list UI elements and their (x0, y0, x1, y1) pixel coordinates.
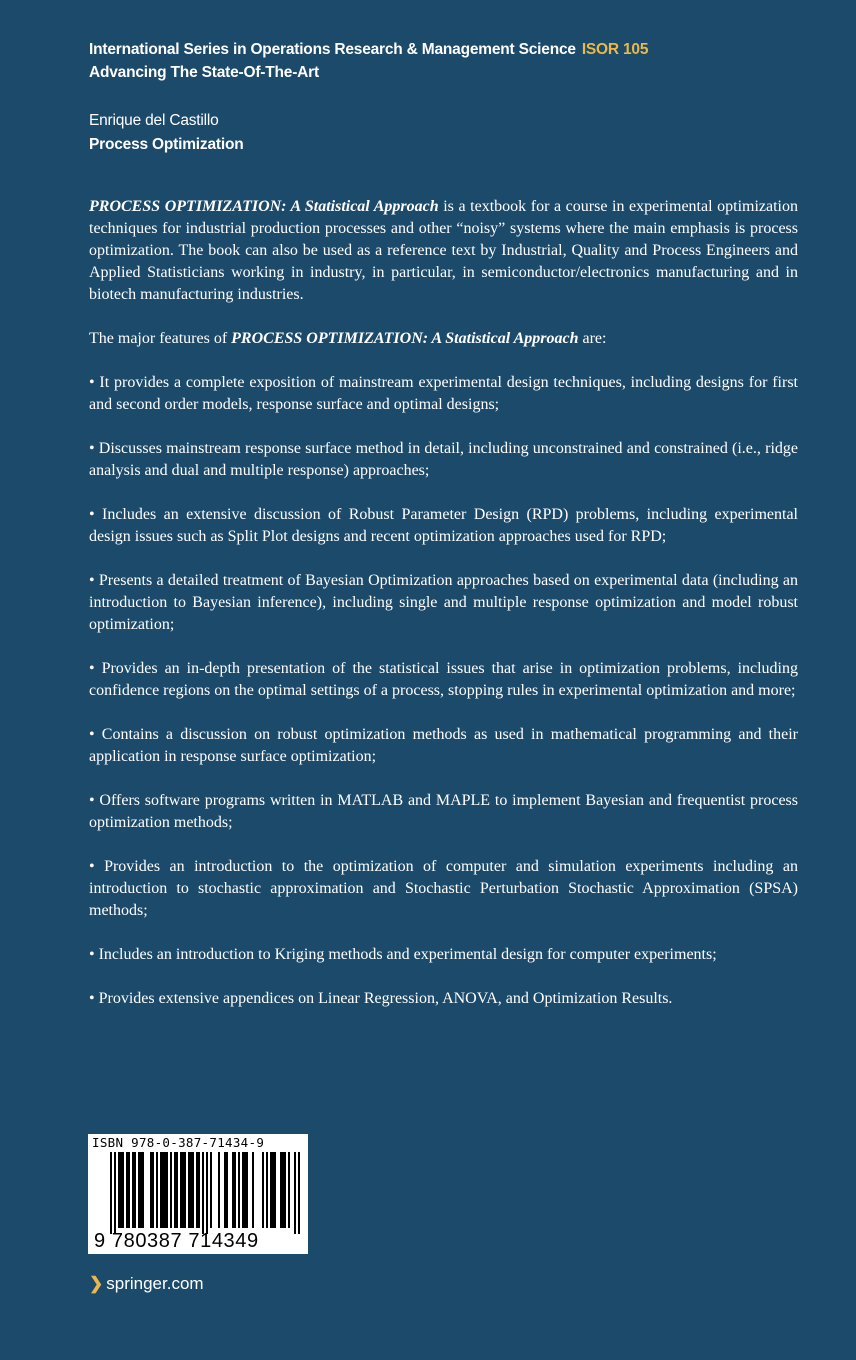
chevron-right-icon: ❯ (89, 1274, 104, 1293)
barcode-bar (150, 1152, 152, 1228)
features-lead-emphasis: PROCESS OPTIMIZATION: A Statistical Approach (231, 330, 579, 347)
barcode-bar (126, 1152, 128, 1228)
barcode-bar (202, 1152, 204, 1234)
barcode-bar (128, 1152, 130, 1228)
barcode-bar (298, 1152, 300, 1234)
barcode-bar (140, 1152, 142, 1228)
barcode-bar (114, 1152, 116, 1234)
barcode-bar (270, 1152, 272, 1228)
description (89, 196, 798, 1032)
ean-digits: 9 780387 714349 (94, 1230, 259, 1252)
intro-paragraph (89, 196, 798, 306)
barcode-bar (118, 1152, 120, 1228)
series-subtitle: Advancing The State-Of-The-Art (89, 64, 319, 81)
feature-item: • It provides a complete exposition of mainstream experimental design techniques, including designs for first and second order models, response surface and optimal designs; (89, 374, 798, 413)
barcode-bar (192, 1152, 194, 1228)
barcode-bar (280, 1152, 282, 1228)
barcode-bar (142, 1152, 144, 1228)
barcode-bar (210, 1152, 212, 1228)
barcode-bar (272, 1152, 274, 1228)
features-lead (89, 328, 798, 350)
feature-item: • Provides an introduction to the optimization of computer and simulation experiments including an introduction to stochastic approximation and Stochastic Perturbation Stochastic Approximation (SPSA) methods; (89, 858, 798, 919)
series-line (89, 38, 648, 61)
barcode-bar (182, 1152, 184, 1228)
isbn-label: ISBN 978-0-387-71434-9 (92, 1135, 265, 1150)
feature-item: • Presents a detailed treatment of Bayesian Optimization approaches based on experimental data (including an introduction to Bayesian inference), including single and multiple response optimization and model robust optimization; (89, 572, 798, 633)
barcode-bar (176, 1152, 178, 1228)
features-lead-post: are: (578, 330, 607, 347)
barcode-bar (218, 1152, 220, 1228)
barcode-bar (164, 1152, 166, 1228)
barcode-bar (284, 1152, 286, 1228)
series-number: ISOR 105 (581, 41, 649, 58)
features-lead-pre: The major features of (89, 330, 232, 347)
author-name: Enrique del Castillo (89, 112, 219, 129)
barcode-bar (232, 1152, 234, 1228)
barcode-bar (266, 1152, 268, 1228)
barcode-bar (122, 1152, 124, 1228)
barcode-bar (246, 1152, 248, 1228)
barcode-bar (244, 1152, 246, 1228)
feature-item: • Offers software programs written in MATLAB and MAPLE to implement Bayesian and frequentist process optimization methods; (89, 792, 798, 831)
series-header (89, 38, 648, 84)
barcode-bar (196, 1152, 198, 1228)
barcode-bar (166, 1152, 168, 1228)
isbn-barcode (88, 1134, 308, 1254)
barcode-bar (238, 1152, 240, 1228)
barcode-bar (224, 1152, 226, 1228)
feature-item: • Includes an introduction to Kriging methods and experimental design for computer experiments; (89, 946, 717, 963)
barcode-bar (282, 1152, 284, 1228)
barcode-bar (190, 1152, 192, 1228)
barcode-bar (274, 1152, 276, 1228)
barcode-bar (226, 1152, 228, 1228)
barcode-bar (156, 1152, 158, 1228)
author-block (89, 109, 243, 157)
publisher-link-text: springer.com (106, 1274, 204, 1293)
barcode-bar (160, 1152, 162, 1228)
barcode-bar (188, 1152, 190, 1228)
feature-item: • Contains a discussion on robust optimization methods as used in mathematical programming and their application in response surface optimization; (89, 726, 798, 765)
series-name: International Series in Operations Research & Management Science (89, 41, 576, 58)
barcode-bar (134, 1152, 136, 1228)
barcode-bar (262, 1152, 264, 1228)
intro-emphasis: PROCESS OPTIMIZATION: A Statistical Approach (89, 198, 439, 215)
barcode-bar (174, 1152, 176, 1228)
barcode-bar (152, 1152, 154, 1228)
barcode-bar (162, 1152, 164, 1228)
barcode-bar (138, 1152, 140, 1228)
barcode-bar (252, 1152, 254, 1228)
feature-item: • Includes an extensive discussion of Robust Parameter Design (RPD) problems, including experimental design issues such as Split Plot designs and recent optimization approaches used for RPD; (89, 506, 798, 545)
barcode-bar (170, 1152, 172, 1228)
barcode-bar (206, 1152, 208, 1234)
barcode-bar (132, 1152, 134, 1228)
feature-item: • Provides an in-depth presentation of the statistical issues that arise in optimization problems, including confidence regions on the optimal settings of a process, stopping rules in experimental optimization and more; (89, 660, 798, 699)
feature-item: • Provides extensive appendices on Linear Regression, ANOVA, and Optimization Results. (89, 990, 673, 1007)
book-title: Process Optimization (89, 136, 244, 153)
barcode-bar (242, 1152, 244, 1228)
barcode-bar (234, 1152, 236, 1228)
barcode-bar (180, 1152, 182, 1228)
feature-item: • Discusses mainstream response surface method in detail, including unconstrained and constrained (i.e., ridge analysis and dual and multiple response) approaches; (89, 440, 798, 479)
publisher-link[interactable] (89, 1274, 204, 1294)
barcode-bar (288, 1152, 290, 1228)
barcode-bar (184, 1152, 186, 1228)
barcode-bar (294, 1152, 296, 1234)
barcode-bar (198, 1152, 200, 1228)
barcode-bar (110, 1152, 112, 1234)
barcode-bar (120, 1152, 122, 1228)
intro-text: is a textbook for a course in experimental optimization techniques for industrial production processes and other “noisy” systems where the main emphasis is process optimization. The book can also be used as a reference text by Industrial, Quality and Process Engineers and Applied Statisticians working in industry, in particular, in semiconductor/electronics manufacturing and in biotech manufacturing industries. (89, 198, 798, 303)
